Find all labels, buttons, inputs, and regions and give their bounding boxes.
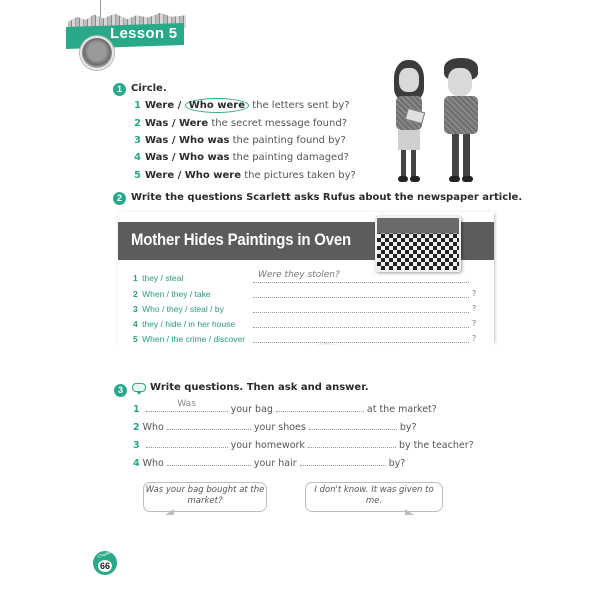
option-b[interactable]: Who was (178, 152, 230, 163)
exercise-2-number: 2 (113, 192, 126, 205)
newspaper-headline: Mother Hides Paintings in Oven (131, 230, 351, 249)
character-medallion-icon (80, 36, 114, 70)
speech-bubble-tail (405, 509, 414, 515)
blank-2[interactable] (309, 421, 397, 430)
option-a[interactable]: Were (144, 170, 175, 181)
exercise-2-prompt: 1 they / steal (133, 273, 184, 283)
blank-2[interactable] (276, 403, 364, 412)
speaking-activity-icon (132, 383, 146, 392)
answer-line-1[interactable] (253, 282, 469, 283)
exercise-3-number: 3 (114, 384, 127, 397)
option-a[interactable]: Was (144, 135, 169, 146)
option-a[interactable]: Were (144, 100, 175, 111)
exercise-2-prompt: 2 When / they / take (133, 289, 211, 299)
example-answer: Were they stolen? (258, 270, 340, 280)
exercise-3-item: 2 Who your shoes by? (133, 422, 417, 433)
exercise-3-item: 3 your homework by the teacher? (133, 440, 474, 451)
exercise-1-item: 4 Was / Who was the painting damaged? (134, 152, 349, 163)
blank-1[interactable] (167, 421, 251, 430)
blank-2[interactable] (308, 439, 396, 448)
exercise-1-item: 5 Were / Who were the pictures taken by? (134, 170, 356, 181)
exercise-3-item: 1 Was your bag at the market? (133, 399, 437, 415)
exercise-1-item: 3 Was / Who was the painting found by? (134, 135, 346, 146)
exercise-1-item: 2 Was / Were the secret message found? (134, 118, 348, 129)
page-number: 66 (99, 561, 110, 571)
option-b-circled[interactable]: Who were (185, 98, 249, 113)
blank-1[interactable] (167, 457, 251, 466)
speech-bubble-answer: I don't know. It was given to me. (305, 482, 443, 512)
answer-line-2[interactable] (253, 297, 469, 298)
blank-2[interactable] (300, 457, 386, 466)
answer-line-4[interactable] (253, 327, 469, 328)
speech-bubble-question: Was your bag bought at the market? (143, 482, 267, 512)
blank-1[interactable]: Was (146, 403, 228, 412)
rufus-illustration (440, 58, 482, 186)
lesson-title: Lesson 5 (110, 25, 178, 42)
option-a[interactable]: Was (144, 152, 169, 163)
option-b[interactable]: Who was (178, 135, 230, 146)
exercise-2-instruction: Write the questions Scarlett asks Rufus about the newspaper article. (131, 192, 523, 203)
exercise-1-instruction: Circle. (131, 83, 167, 94)
answer-line-3[interactable] (253, 312, 469, 313)
exercise-1-number: 1 (113, 83, 126, 96)
exercise-2-prompt: 5 When / the crime / discover (133, 334, 246, 344)
blank-1[interactable] (146, 439, 228, 448)
oven-photo (375, 216, 461, 272)
exercise-1-item: 1 Were / Who were the letters sent by? (134, 100, 350, 111)
scarlett-illustration (392, 60, 428, 185)
option-b[interactable]: Were (178, 118, 209, 129)
exercise-3-item: 4 Who your hair by? (133, 458, 406, 469)
answer-line-5[interactable] (253, 342, 469, 343)
speech-bubble-tail (165, 509, 174, 515)
exercise-3-instruction: Write questions. Then ask and answer. (150, 382, 369, 393)
chapter-label: Chapter 8 (96, 548, 116, 559)
option-a[interactable]: Was (144, 118, 169, 129)
option-b[interactable]: Who were (184, 170, 242, 181)
exercise-2-prompt: 4 they / hide / in her house (133, 319, 236, 329)
exercise-2-prompt: 3 Who / they / steal / by (133, 304, 224, 314)
